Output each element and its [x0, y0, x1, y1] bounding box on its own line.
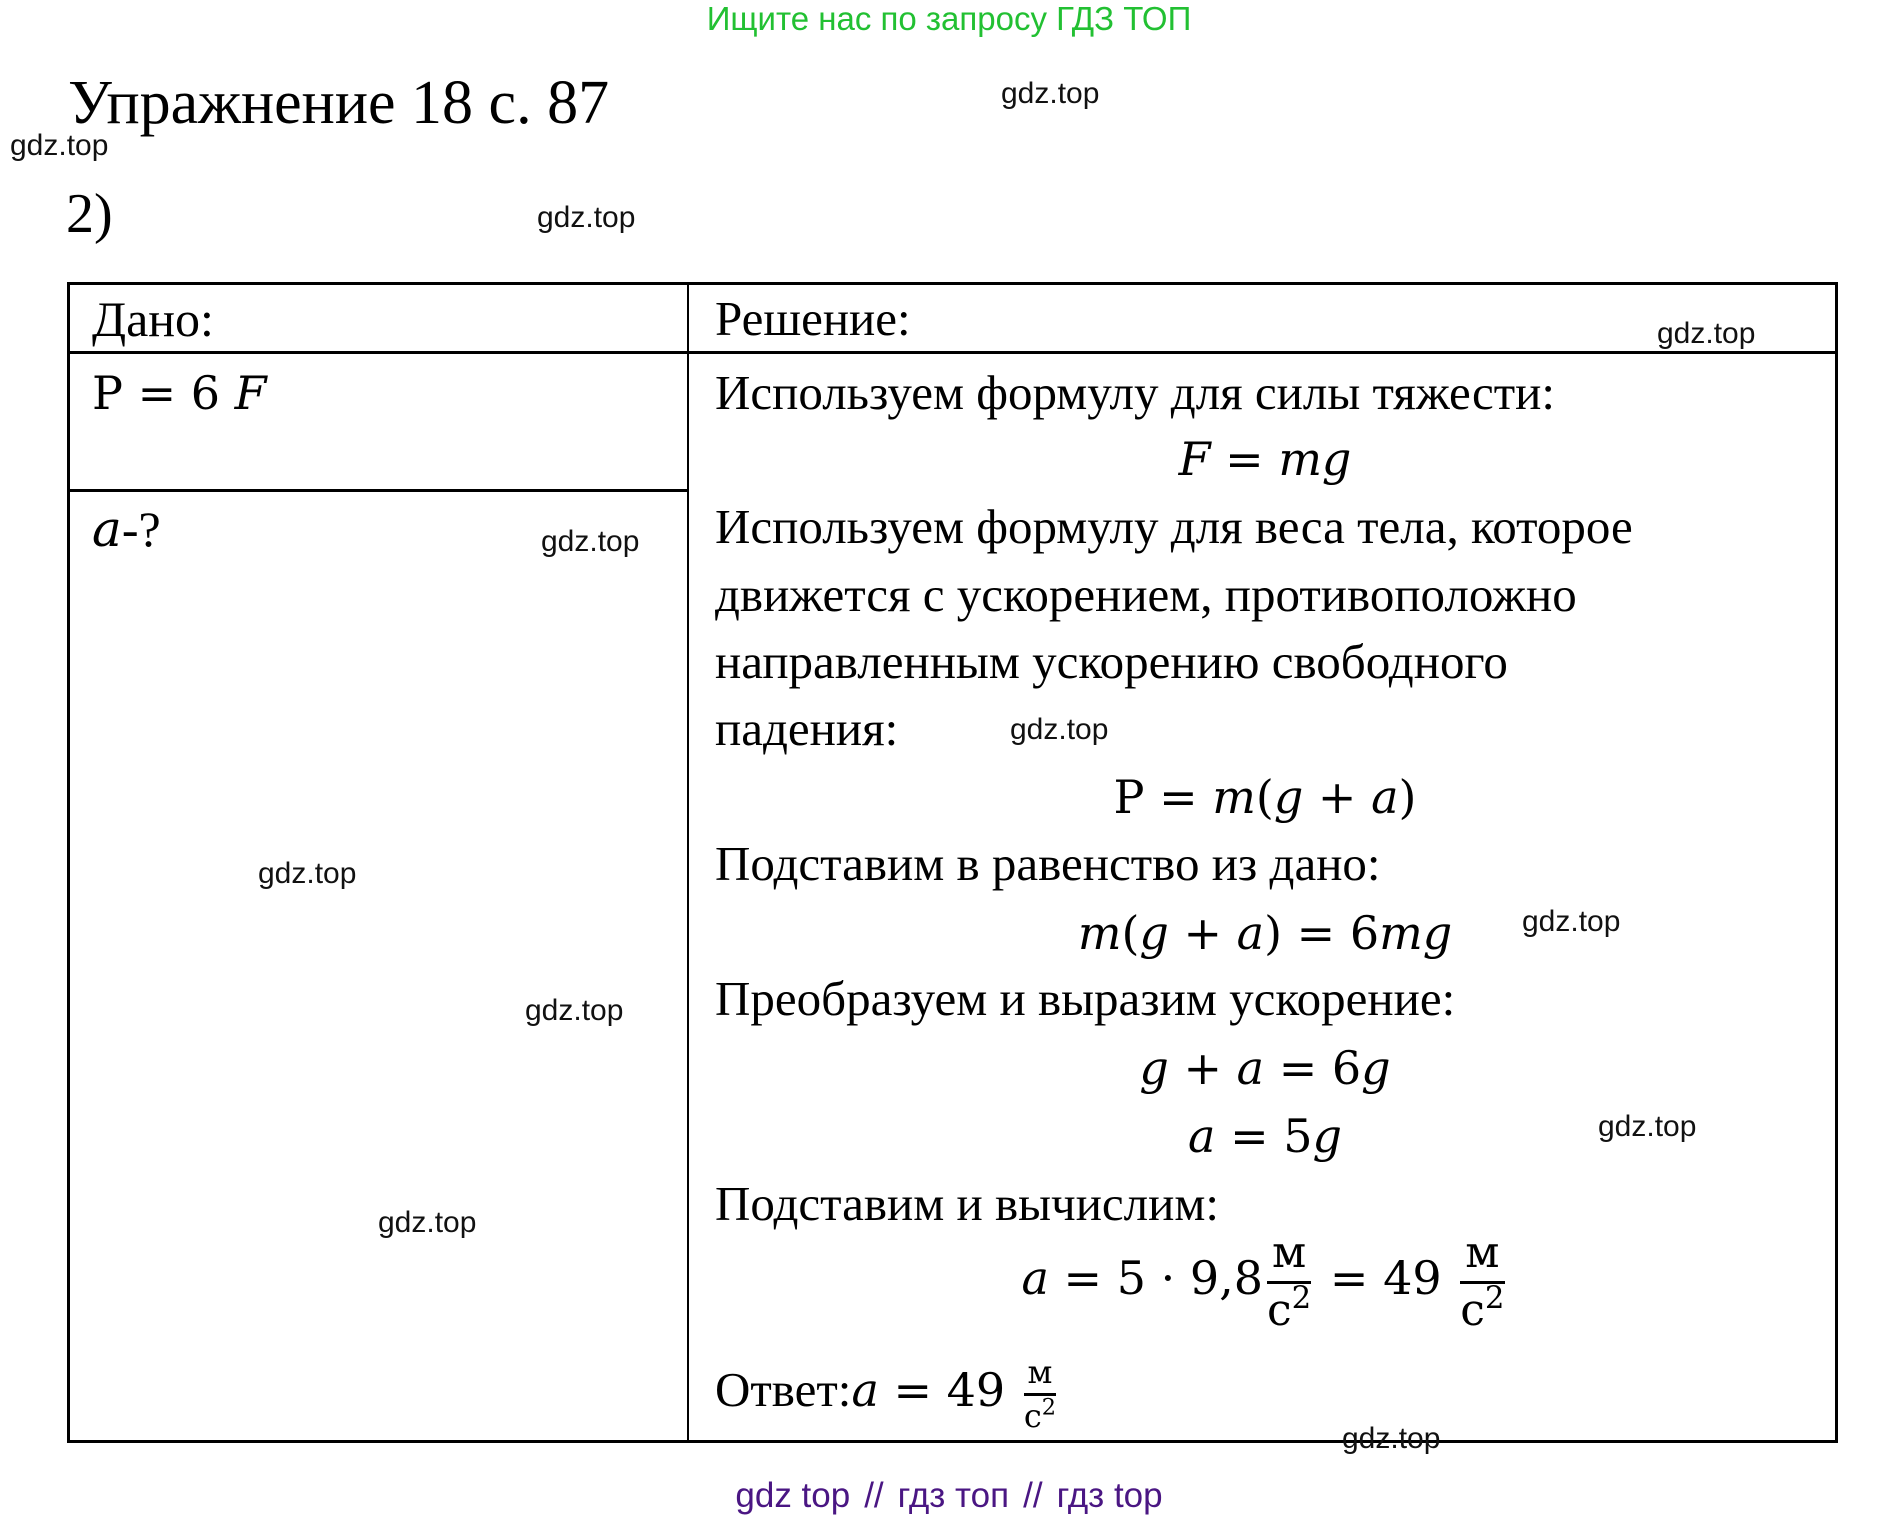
- eq6-a: a: [1021, 1251, 1049, 1305]
- eq3-open: (: [1121, 906, 1140, 960]
- given-condition: [92, 365, 267, 421]
- footer-link-gdz-top-mixed[interactable]: гдз top: [1056, 1476, 1163, 1515]
- eq3-m: m: [1077, 906, 1122, 960]
- solution-line-4: направленным ускорению свободного: [715, 634, 1508, 689]
- eq4-a: a: [1236, 1041, 1265, 1095]
- eq2-lhs: P =: [1113, 770, 1213, 824]
- eq2-g: g: [1273, 770, 1304, 824]
- solution-line-5: падения:: [715, 701, 899, 756]
- equation-gravity: [689, 431, 1841, 487]
- unit-fraction-2: [1460, 1227, 1505, 1336]
- given-lhs: P: [92, 366, 123, 420]
- unit2-den-exp: 2: [1484, 1279, 1505, 1316]
- solution-line-8: Подставим и вычислим:: [715, 1176, 1219, 1231]
- eq3-close: ): [1264, 906, 1283, 960]
- watermark: gdz.top: [1598, 1110, 1697, 1143]
- unit-numerator: м: [1272, 1227, 1307, 1279]
- equation-calculation: [689, 1223, 1841, 1336]
- answer-unit-fraction: [1023, 1352, 1056, 1436]
- unit2-denominator: [1460, 1279, 1505, 1336]
- eq1-lhs: F: [1178, 432, 1211, 486]
- eq6-expr: = 5 · 9,8: [1048, 1251, 1264, 1305]
- eq3-rhs: mg: [1379, 906, 1453, 960]
- given-header: Дано:: [92, 291, 214, 347]
- watermark: gdz.top: [541, 525, 640, 558]
- eq3-a: a: [1236, 906, 1265, 960]
- eq2-open: (: [1255, 770, 1274, 824]
- eq2-a: a: [1371, 770, 1399, 824]
- watermark: gdz.top: [1657, 317, 1756, 350]
- given-eq: =: [137, 366, 177, 420]
- unit-den-base: с: [1267, 1284, 1292, 1336]
- eq1-rhs: mg: [1278, 432, 1352, 486]
- eq5-a: a: [1188, 1109, 1216, 1163]
- unit-den-exp: 2: [1291, 1279, 1312, 1316]
- solution-column: [689, 285, 1835, 1440]
- given-coef: 6: [190, 366, 221, 420]
- eq2-close: ): [1398, 770, 1417, 824]
- footer-link-gdz-top-ru[interactable]: гдз топ: [897, 1476, 1010, 1515]
- eq4-g: g: [1139, 1041, 1169, 1095]
- eq2-plus: +: [1303, 770, 1372, 824]
- watermark: gdz.top: [525, 994, 624, 1027]
- unit-denominator: [1267, 1279, 1312, 1336]
- footer-link-gdz-top[interactable]: gdz top: [735, 1476, 851, 1515]
- watermark: gdz.top: [10, 129, 109, 162]
- unit2-den-base: с: [1460, 1284, 1485, 1336]
- solution-line-3: движется с ускорением, противоположно: [715, 567, 1577, 622]
- eq3-g: g: [1139, 906, 1169, 960]
- find-suffix: -?: [121, 501, 161, 557]
- footer-separator: //: [864, 1476, 884, 1515]
- eq5-eq: = 5: [1215, 1109, 1313, 1163]
- footer-separator: //: [1023, 1476, 1043, 1515]
- answer-unit-den-exp: 2: [1041, 1394, 1056, 1421]
- answer-var: a: [851, 1363, 879, 1417]
- eq3-eq: = 6: [1282, 906, 1380, 960]
- watermark: gdz.top: [1342, 1422, 1441, 1455]
- watermark: gdz.top: [258, 857, 357, 890]
- eq3-plus: +: [1168, 906, 1237, 960]
- find-quantity: [92, 501, 161, 557]
- watermark: gdz.top: [1001, 77, 1100, 110]
- given-rhs-var: F: [234, 366, 267, 420]
- eq4-eq: = 6: [1264, 1041, 1362, 1095]
- answer-unit-numerator: м: [1027, 1352, 1053, 1391]
- eq4-rhs: g: [1361, 1041, 1391, 1095]
- watermark: gdz.top: [537, 201, 636, 234]
- solution-line-6: Подставим в равенство из дано:: [715, 836, 1381, 891]
- given-divider: [70, 489, 687, 492]
- answer-unit-den-base: с: [1023, 1397, 1042, 1436]
- task-number: 2): [66, 183, 113, 245]
- watermark: gdz.top: [1010, 713, 1109, 746]
- equation-weight: [689, 769, 1841, 825]
- eq1-eq: =: [1210, 432, 1279, 486]
- answer-value: = 49: [878, 1363, 1020, 1417]
- watermark: gdz.top: [1522, 905, 1621, 938]
- answer-label: Ответ:: [715, 1362, 852, 1417]
- solution-header: Решение:: [715, 291, 911, 346]
- search-banner: Ищите нас по запросу ГДЗ ТОП: [706, 0, 1192, 37]
- eq6-result: = 49: [1315, 1251, 1457, 1305]
- eq4-plus: +: [1168, 1041, 1237, 1095]
- find-var: a: [92, 500, 122, 558]
- answer-line: [715, 1345, 1867, 1435]
- watermark: gdz.top: [378, 1206, 477, 1239]
- eq2-m: m: [1212, 770, 1256, 824]
- answer-unit-denominator: [1023, 1394, 1056, 1436]
- solution-line-7: Преобразуем и выразим ускорение:: [715, 971, 1456, 1026]
- equation-substitution: [689, 905, 1841, 961]
- unit2-numerator: м: [1465, 1227, 1500, 1279]
- unit-fraction: [1267, 1227, 1312, 1336]
- equation-transform: [689, 1040, 1841, 1096]
- solution-line-2: Используем формулу для веса тела, которое: [715, 499, 1633, 554]
- eq5-rhs: g: [1312, 1109, 1342, 1163]
- solution-line-1: Используем формулу для силы тяжести:: [715, 365, 1556, 420]
- exercise-title: Упражнение 18 с. 87: [68, 69, 610, 137]
- footer-links: [0, 1476, 1898, 1516]
